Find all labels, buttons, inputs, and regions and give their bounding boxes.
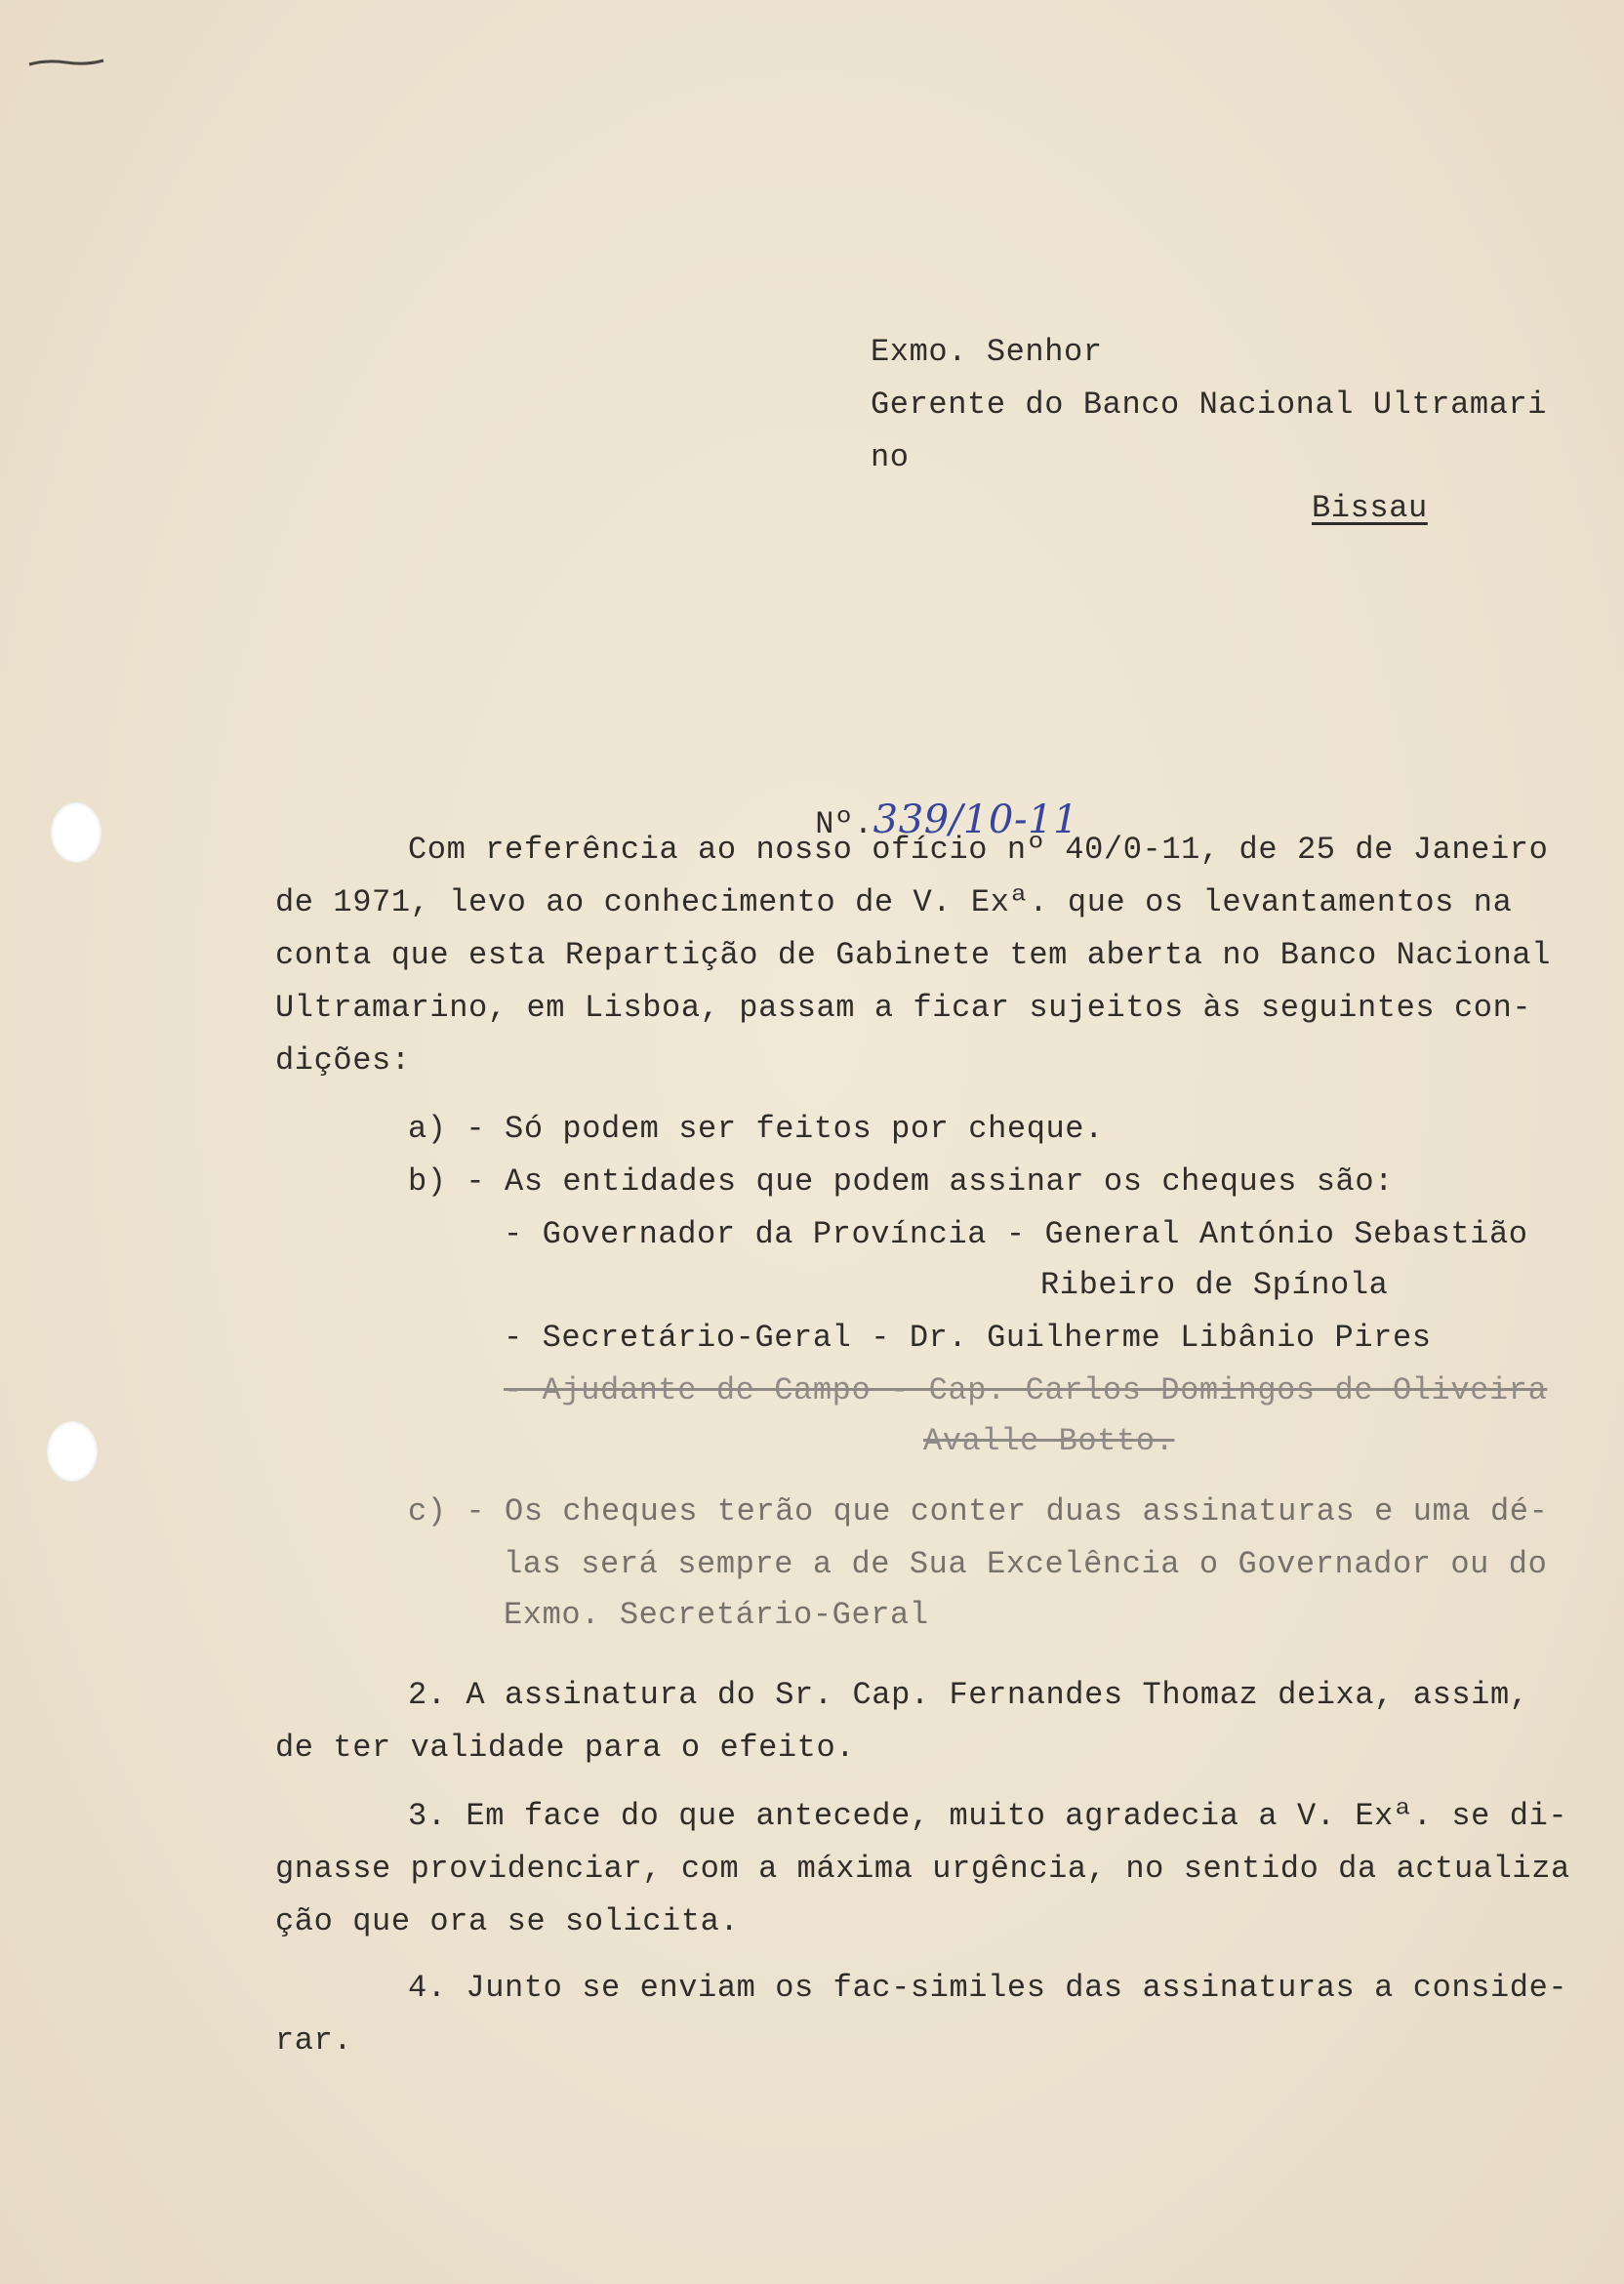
- paragraph-2-line-1: 2. A assinatura do Sr. Cap. Fernandes Thomaz deixa, assim,: [408, 1677, 1529, 1713]
- signer-2: - Secretário-Geral - Dr. Guilherme Libânio Pires: [504, 1320, 1432, 1356]
- item-c-line-3: Exmo. Secretário-Geral: [504, 1597, 929, 1633]
- paragraph-4-line-1: 4. Junto se enviam os fac-similes das assinaturas a conside-: [408, 1970, 1568, 2006]
- paragraph-2-line-2: de ter validade para o efeito.: [275, 1730, 856, 1766]
- recipient-city: Bissau: [1312, 490, 1428, 526]
- signer-3-line-2: Avalle Botto.: [923, 1423, 1175, 1459]
- reference-prefix: Nº.: [815, 806, 873, 842]
- signer-1-line-2: Ribeiro de Spínola: [1040, 1267, 1389, 1303]
- recipient-title-line2: no: [871, 439, 910, 475]
- item-c-line-1: c) - Os cheques terão que conter duas assinaturas e uma dé-: [408, 1493, 1549, 1529]
- punch-hole-lower: [47, 1421, 98, 1482]
- reference-handwritten-number: 339/10-11: [873, 797, 1079, 842]
- paragraph-4-line-2: rar.: [275, 2022, 353, 2059]
- paragraph-1-line-1: Com referência ao nosso ofício nº 40/0-11, de 25 de Janeiro: [408, 832, 1549, 868]
- paragraph-1-line-3: conta que esta Repartição de Gabinete tem aberta no Banco Nacional: [275, 937, 1552, 973]
- item-c-line-2: las será sempre a de Sua Excelência o Governador ou do: [504, 1546, 1548, 1582]
- signer-3-line-1: - Ajudante de Campo - Cap. Carlos Domingos de Oliveira: [504, 1372, 1548, 1408]
- punch-hole-upper: [51, 802, 102, 863]
- paragraph-1-line-2: de 1971, levo ao conhecimento de V. Exª. que os levantamentos na: [275, 884, 1513, 920]
- paragraph-3-line-3: ção que ora se solicita.: [275, 1903, 740, 1939]
- item-a: a) - Só podem ser feitos por cheque.: [408, 1111, 1104, 1147]
- signer-1-line-1: - Governador da Província - General António Sebastião: [504, 1216, 1528, 1252]
- paragraph-1-line-5: dições:: [275, 1042, 411, 1079]
- paragraph-3-line-1: 3. Em face do que antecede, muito agradecia a V. Exª. se di-: [408, 1798, 1568, 1834]
- ink-smudge: [27, 57, 105, 68]
- paragraph-1-line-4: Ultramarino, em Lisboa, passam a ficar sujeitos às seguintes con-: [275, 990, 1532, 1026]
- paragraph-3-line-2: gnasse providenciar, com a máxima urgência, no sentido da actualiza: [275, 1851, 1570, 1887]
- recipient-salutation: Exmo. Senhor: [871, 334, 1103, 370]
- recipient-title-line1: Gerente do Banco Nacional Ultramari: [871, 387, 1548, 423]
- item-b: b) - As entidades que podem assinar os cheques são:: [408, 1163, 1394, 1200]
